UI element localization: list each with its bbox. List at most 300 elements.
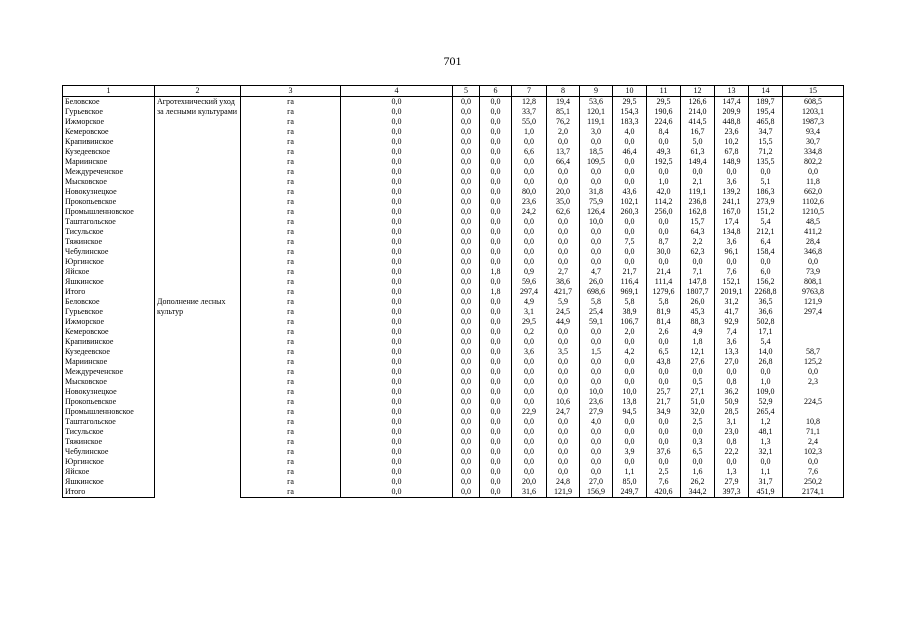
value-cell: 76,2 bbox=[547, 117, 580, 127]
value-cell: 5,4 bbox=[749, 337, 783, 347]
value-cell: 0,0 bbox=[547, 367, 580, 377]
forestry-name-cell: Гурьевское bbox=[63, 307, 155, 317]
value-cell: 9763,8 bbox=[783, 287, 844, 297]
value-cell: 0,0 bbox=[681, 427, 715, 437]
value-cell: 111,4 bbox=[647, 277, 681, 287]
value-cell: 0,0 bbox=[341, 107, 453, 117]
value-cell: 0,0 bbox=[480, 247, 512, 257]
value-cell: 0,0 bbox=[580, 167, 613, 177]
value-cell: 2,0 bbox=[613, 327, 647, 337]
value-cell: 0,0 bbox=[480, 377, 512, 387]
value-cell: 10,0 bbox=[580, 217, 613, 227]
value-cell: 0,0 bbox=[453, 487, 480, 498]
value-cell: 0,0 bbox=[341, 177, 453, 187]
value-cell: 44,9 bbox=[547, 317, 580, 327]
column-header: 7 bbox=[512, 86, 547, 97]
value-cell: 224,6 bbox=[647, 117, 681, 127]
value-cell: 0,0 bbox=[453, 287, 480, 297]
value-cell: 0,0 bbox=[480, 427, 512, 437]
value-cell: 0,0 bbox=[613, 367, 647, 377]
value-cell: 260,3 bbox=[613, 207, 647, 217]
value-cell: 0,0 bbox=[453, 127, 480, 137]
forestry-name-cell: Новокузнецкое bbox=[63, 187, 155, 197]
value-cell: 0,0 bbox=[453, 397, 480, 407]
forestry-name-cell: Юргинское bbox=[63, 457, 155, 467]
forestry-name-cell: Ижморское bbox=[63, 117, 155, 127]
value-cell: 28,4 bbox=[783, 237, 844, 247]
value-cell: 0,0 bbox=[341, 307, 453, 317]
value-cell: 0,0 bbox=[480, 257, 512, 267]
value-cell: 96,1 bbox=[715, 247, 749, 257]
value-cell: 0,0 bbox=[453, 417, 480, 427]
value-cell: 0,0 bbox=[453, 337, 480, 347]
value-cell: 71,2 bbox=[749, 147, 783, 157]
value-cell: 297,4 bbox=[512, 287, 547, 297]
forestry-name-cell: Тисульское bbox=[63, 427, 155, 437]
value-cell: 502,8 bbox=[749, 317, 783, 327]
value-cell: 0,0 bbox=[341, 147, 453, 157]
value-cell: 7,4 bbox=[715, 327, 749, 337]
value-cell: 6,5 bbox=[647, 347, 681, 357]
value-cell: 106,7 bbox=[613, 317, 647, 327]
value-cell: 109,0 bbox=[749, 387, 783, 397]
value-cell: 0,0 bbox=[580, 367, 613, 377]
value-cell: 192,5 bbox=[647, 157, 681, 167]
value-cell: 1,3 bbox=[715, 467, 749, 477]
unit-cell: га bbox=[241, 117, 341, 127]
value-cell: 250,2 bbox=[783, 477, 844, 487]
value-cell: 7,1 bbox=[681, 267, 715, 277]
value-cell: 0,0 bbox=[453, 477, 480, 487]
column-header: 13 bbox=[715, 86, 749, 97]
value-cell: 0,0 bbox=[512, 167, 547, 177]
value-cell: 0,0 bbox=[613, 377, 647, 387]
value-cell: 1,0 bbox=[512, 127, 547, 137]
value-cell: 0,0 bbox=[480, 277, 512, 287]
value-cell: 0,0 bbox=[512, 177, 547, 187]
value-cell: 0,0 bbox=[480, 177, 512, 187]
value-cell: 0,0 bbox=[547, 167, 580, 177]
value-cell: 0,0 bbox=[480, 397, 512, 407]
forestry-name-cell: Итого bbox=[63, 287, 155, 297]
value-cell: 0,0 bbox=[547, 247, 580, 257]
value-cell bbox=[783, 317, 844, 327]
value-cell: 3,9 bbox=[613, 447, 647, 457]
value-cell: 0,0 bbox=[480, 437, 512, 447]
forestry-name-cell: Мысковское bbox=[63, 177, 155, 187]
value-cell: 0,0 bbox=[453, 147, 480, 157]
unit-cell: га bbox=[241, 187, 341, 197]
value-cell: 0,0 bbox=[715, 167, 749, 177]
value-cell: 1,5 bbox=[580, 347, 613, 357]
value-cell: 0,0 bbox=[453, 107, 480, 117]
value-cell: 0,0 bbox=[341, 137, 453, 147]
value-cell: 6,0 bbox=[749, 267, 783, 277]
unit-cell: га bbox=[241, 227, 341, 237]
value-cell: 23,6 bbox=[715, 127, 749, 137]
value-cell: 0,0 bbox=[341, 317, 453, 327]
forestry-name-cell: Прокопьевское bbox=[63, 197, 155, 207]
unit-cell: га bbox=[241, 197, 341, 207]
value-cell: 0,0 bbox=[453, 237, 480, 247]
value-cell: 448,8 bbox=[715, 117, 749, 127]
value-cell: 0,0 bbox=[749, 257, 783, 267]
value-cell: 0,0 bbox=[613, 247, 647, 257]
value-cell bbox=[783, 407, 844, 417]
value-cell: 0,0 bbox=[341, 447, 453, 457]
value-cell: 0,0 bbox=[341, 417, 453, 427]
value-cell: 0,0 bbox=[512, 337, 547, 347]
value-cell: 21,7 bbox=[613, 267, 647, 277]
value-cell: 139,2 bbox=[715, 187, 749, 197]
value-cell: 2019,1 bbox=[715, 287, 749, 297]
value-cell: 297,4 bbox=[783, 307, 844, 317]
value-cell: 25,7 bbox=[647, 387, 681, 397]
value-cell: 71,1 bbox=[783, 427, 844, 437]
value-cell: 42,0 bbox=[647, 187, 681, 197]
value-cell: 16,7 bbox=[681, 127, 715, 137]
value-cell: 0,0 bbox=[580, 227, 613, 237]
value-cell: 0,0 bbox=[341, 217, 453, 227]
forestry-name-cell: Яшкинское bbox=[63, 277, 155, 287]
unit-cell: га bbox=[241, 417, 341, 427]
column-header: 11 bbox=[647, 86, 681, 97]
value-cell: 209,9 bbox=[715, 107, 749, 117]
value-cell: 151,2 bbox=[749, 207, 783, 217]
value-cell: 73,9 bbox=[783, 267, 844, 277]
value-cell: 19,4 bbox=[547, 97, 580, 108]
value-cell: 30,0 bbox=[647, 247, 681, 257]
unit-cell: га bbox=[241, 177, 341, 187]
value-cell: 0,0 bbox=[512, 237, 547, 247]
value-cell: 45,3 bbox=[681, 307, 715, 317]
value-cell: 48,5 bbox=[783, 217, 844, 227]
value-cell: 3,6 bbox=[715, 237, 749, 247]
value-cell: 10,8 bbox=[783, 417, 844, 427]
value-cell: 0,0 bbox=[453, 187, 480, 197]
value-cell: 2174,1 bbox=[783, 487, 844, 498]
value-cell: 15,7 bbox=[681, 217, 715, 227]
value-cell: 0,0 bbox=[613, 357, 647, 367]
value-cell: 0,0 bbox=[453, 277, 480, 287]
value-cell: 25,4 bbox=[580, 307, 613, 317]
value-cell: 167,0 bbox=[715, 207, 749, 217]
value-cell: 27,0 bbox=[715, 357, 749, 367]
value-cell: 0,0 bbox=[715, 457, 749, 467]
value-cell: 0,0 bbox=[647, 457, 681, 467]
value-cell: 256,0 bbox=[647, 207, 681, 217]
value-cell: 50,9 bbox=[715, 397, 749, 407]
value-cell: 2,7 bbox=[547, 267, 580, 277]
value-cell: 0,0 bbox=[512, 137, 547, 147]
value-cell: 0,0 bbox=[480, 317, 512, 327]
forestry-name-cell: Яйское bbox=[63, 467, 155, 477]
value-cell: 0,0 bbox=[580, 337, 613, 347]
value-cell: 0,0 bbox=[341, 207, 453, 217]
value-cell: 1987,3 bbox=[783, 117, 844, 127]
value-cell: 0,0 bbox=[480, 187, 512, 197]
value-cell: 126,6 bbox=[681, 97, 715, 108]
value-cell: 0,0 bbox=[341, 377, 453, 387]
value-cell: 0,0 bbox=[547, 217, 580, 227]
value-cell: 0,0 bbox=[512, 227, 547, 237]
unit-cell: га bbox=[241, 317, 341, 327]
forestry-name-cell: Мысковское bbox=[63, 377, 155, 387]
unit-cell: га bbox=[241, 267, 341, 277]
value-cell: 0,0 bbox=[547, 467, 580, 477]
value-cell: 1,8 bbox=[480, 287, 512, 297]
value-cell: 66,4 bbox=[547, 157, 580, 167]
value-cell: 346,8 bbox=[783, 247, 844, 257]
column-header: 15 bbox=[783, 86, 844, 97]
value-cell: 0,0 bbox=[341, 407, 453, 417]
value-cell: 265,4 bbox=[749, 407, 783, 417]
value-cell: 1,1 bbox=[749, 467, 783, 477]
value-cell: 0,0 bbox=[547, 447, 580, 457]
unit-cell: га bbox=[241, 367, 341, 377]
unit-cell: га bbox=[241, 357, 341, 367]
value-cell: 0,0 bbox=[580, 457, 613, 467]
value-cell: 2,0 bbox=[547, 127, 580, 137]
value-cell: 1,0 bbox=[749, 377, 783, 387]
value-cell: 0,0 bbox=[341, 487, 453, 498]
value-cell: 5,4 bbox=[749, 217, 783, 227]
value-cell: 0,0 bbox=[480, 217, 512, 227]
value-cell: 27,1 bbox=[681, 387, 715, 397]
value-cell: 0,0 bbox=[341, 267, 453, 277]
value-cell: 0,0 bbox=[613, 177, 647, 187]
value-cell: 148,9 bbox=[715, 157, 749, 167]
column-header: 10 bbox=[613, 86, 647, 97]
value-cell: 273,9 bbox=[749, 197, 783, 207]
value-cell: 28,5 bbox=[715, 407, 749, 417]
value-cell: 156,2 bbox=[749, 277, 783, 287]
value-cell: 397,3 bbox=[715, 487, 749, 498]
value-cell: 0,0 bbox=[580, 447, 613, 457]
value-cell: 0,0 bbox=[480, 487, 512, 498]
value-cell: 0,0 bbox=[453, 467, 480, 477]
value-cell: 0,0 bbox=[613, 217, 647, 227]
value-cell: 411,2 bbox=[783, 227, 844, 237]
value-cell: 17,4 bbox=[715, 217, 749, 227]
value-cell: 81,9 bbox=[647, 307, 681, 317]
value-cell: 21,7 bbox=[647, 397, 681, 407]
unit-cell: га bbox=[241, 387, 341, 397]
value-cell: 0,0 bbox=[580, 327, 613, 337]
value-cell: 0,0 bbox=[480, 307, 512, 317]
value-cell: 7,6 bbox=[647, 477, 681, 487]
value-cell: 26,0 bbox=[580, 277, 613, 287]
column-header: 12 bbox=[681, 86, 715, 97]
value-cell: 0,0 bbox=[647, 227, 681, 237]
value-cell: 0,0 bbox=[613, 417, 647, 427]
value-cell: 608,5 bbox=[783, 97, 844, 108]
value-cell: 10,6 bbox=[547, 397, 580, 407]
value-cell: 212,1 bbox=[749, 227, 783, 237]
value-cell: 1,2 bbox=[749, 417, 783, 427]
value-cell: 0,0 bbox=[453, 447, 480, 457]
value-cell: 4,9 bbox=[512, 297, 547, 307]
value-cell: 0,0 bbox=[580, 357, 613, 367]
unit-cell: га bbox=[241, 97, 341, 108]
value-cell: 0,0 bbox=[580, 237, 613, 247]
value-cell: 43,6 bbox=[613, 187, 647, 197]
value-cell: 0,0 bbox=[512, 457, 547, 467]
value-cell: 0,0 bbox=[480, 407, 512, 417]
column-header: 3 bbox=[241, 86, 341, 97]
value-cell: 85,1 bbox=[547, 107, 580, 117]
column-header: 1 bbox=[63, 86, 155, 97]
unit-cell: га bbox=[241, 377, 341, 387]
value-cell: 0,0 bbox=[341, 157, 453, 167]
page-number: 701 bbox=[443, 54, 462, 68]
value-cell: 969,1 bbox=[613, 287, 647, 297]
value-cell: 162,8 bbox=[681, 207, 715, 217]
value-cell: 0,0 bbox=[580, 247, 613, 257]
value-cell: 0,0 bbox=[341, 257, 453, 267]
value-cell: 0,0 bbox=[341, 477, 453, 487]
value-cell: 53,6 bbox=[580, 97, 613, 108]
value-cell: 0,0 bbox=[580, 177, 613, 187]
value-cell: 0,0 bbox=[341, 427, 453, 437]
value-cell: 0,0 bbox=[453, 117, 480, 127]
value-cell: 0,0 bbox=[341, 287, 453, 297]
value-cell: 808,1 bbox=[783, 277, 844, 287]
value-cell: 4,0 bbox=[613, 127, 647, 137]
value-cell: 0,0 bbox=[453, 387, 480, 397]
value-cell: 0,3 bbox=[681, 437, 715, 447]
forestry-name-cell: Беловское bbox=[63, 297, 155, 307]
value-cell: 4,2 bbox=[613, 347, 647, 357]
value-cell: 0,0 bbox=[341, 127, 453, 137]
value-cell: 147,4 bbox=[715, 97, 749, 108]
value-cell: 24,2 bbox=[512, 207, 547, 217]
value-cell: 0,0 bbox=[480, 457, 512, 467]
value-cell: 334,8 bbox=[783, 147, 844, 157]
value-cell: 0,0 bbox=[512, 157, 547, 167]
value-cell: 0,0 bbox=[480, 477, 512, 487]
value-cell: 21,4 bbox=[647, 267, 681, 277]
value-cell: 8,7 bbox=[647, 237, 681, 247]
value-cell: 3,5 bbox=[547, 347, 580, 357]
forestry-name-cell: Итого bbox=[63, 487, 155, 498]
value-cell: 27,0 bbox=[580, 477, 613, 487]
unit-cell: га bbox=[241, 127, 341, 137]
unit-cell: га bbox=[241, 477, 341, 487]
value-cell: 135,5 bbox=[749, 157, 783, 167]
value-cell: 0,0 bbox=[512, 467, 547, 477]
value-cell: 0,0 bbox=[453, 307, 480, 317]
value-cell: 1203,1 bbox=[783, 107, 844, 117]
value-cell: 125,2 bbox=[783, 357, 844, 367]
value-cell: 114,2 bbox=[647, 197, 681, 207]
value-cell: 465,8 bbox=[749, 117, 783, 127]
work-type-cell: Агротехнический уход за лесными культурами bbox=[155, 97, 241, 298]
value-cell: 6,5 bbox=[681, 447, 715, 457]
value-cell: 0,0 bbox=[341, 457, 453, 467]
value-cell: 0,0 bbox=[749, 367, 783, 377]
value-cell: 183,3 bbox=[613, 117, 647, 127]
value-cell: 0,0 bbox=[783, 457, 844, 467]
value-cell: 0,0 bbox=[547, 417, 580, 427]
value-cell: 5,8 bbox=[613, 297, 647, 307]
value-cell: 0,0 bbox=[341, 247, 453, 257]
value-cell: 0,0 bbox=[512, 417, 547, 427]
value-cell: 38,9 bbox=[613, 307, 647, 317]
value-cell: 0,0 bbox=[512, 447, 547, 457]
value-cell: 12,8 bbox=[512, 97, 547, 108]
value-cell: 0,0 bbox=[647, 417, 681, 427]
value-cell: 0,0 bbox=[453, 257, 480, 267]
value-cell: 2268,8 bbox=[749, 287, 783, 297]
value-cell: 23,0 bbox=[715, 427, 749, 437]
unit-cell: га bbox=[241, 487, 341, 498]
value-cell: 1,8 bbox=[681, 337, 715, 347]
value-cell: 0,0 bbox=[547, 137, 580, 147]
value-cell: 59,6 bbox=[512, 277, 547, 287]
value-cell: 0,0 bbox=[480, 347, 512, 357]
table-header-row bbox=[63, 86, 844, 97]
value-cell: 3,1 bbox=[715, 417, 749, 427]
value-cell: 186,3 bbox=[749, 187, 783, 197]
value-cell: 24,8 bbox=[547, 477, 580, 487]
value-cell: 24,7 bbox=[547, 407, 580, 417]
table-body bbox=[63, 86, 844, 498]
value-cell: 0,0 bbox=[341, 297, 453, 307]
value-cell: 121,9 bbox=[547, 487, 580, 498]
value-cell: 2,4 bbox=[783, 437, 844, 447]
forestry-name-cell: Промышленновское bbox=[63, 407, 155, 417]
value-cell: 29,5 bbox=[647, 97, 681, 108]
value-cell: 0,0 bbox=[480, 147, 512, 157]
value-cell: 0,0 bbox=[341, 357, 453, 367]
value-cell: 1,8 bbox=[480, 267, 512, 277]
value-cell: 0,0 bbox=[341, 327, 453, 337]
value-cell: 31,8 bbox=[580, 187, 613, 197]
value-cell: 0,0 bbox=[681, 457, 715, 467]
value-cell: 0,0 bbox=[480, 127, 512, 137]
value-cell: 3,6 bbox=[715, 177, 749, 187]
unit-cell: га bbox=[241, 467, 341, 477]
value-cell: 0,0 bbox=[749, 457, 783, 467]
value-cell: 0,0 bbox=[341, 367, 453, 377]
value-cell: 14,0 bbox=[749, 347, 783, 357]
value-cell: 0,0 bbox=[453, 347, 480, 357]
value-cell: 0,0 bbox=[341, 117, 453, 127]
value-cell: 1210,5 bbox=[783, 207, 844, 217]
value-cell: 0,0 bbox=[547, 237, 580, 247]
forestry-name-cell: Чебулинское bbox=[63, 247, 155, 257]
value-cell: 10,2 bbox=[715, 137, 749, 147]
value-cell: 75,9 bbox=[580, 197, 613, 207]
value-cell: 1,6 bbox=[681, 467, 715, 477]
value-cell: 0,0 bbox=[453, 137, 480, 147]
value-cell: 0,0 bbox=[647, 217, 681, 227]
value-cell: 0,0 bbox=[512, 387, 547, 397]
value-cell: 0,0 bbox=[453, 157, 480, 167]
value-cell: 0,0 bbox=[480, 107, 512, 117]
value-cell: 0,0 bbox=[480, 167, 512, 177]
forestry-name-cell: Мариинское bbox=[63, 157, 155, 167]
forestry-name-cell: Юргинское bbox=[63, 257, 155, 267]
unit-cell: га bbox=[241, 207, 341, 217]
value-cell: 120,1 bbox=[580, 107, 613, 117]
value-cell: 10,0 bbox=[613, 387, 647, 397]
value-cell: 126,4 bbox=[580, 207, 613, 217]
value-cell: 0,0 bbox=[480, 467, 512, 477]
value-cell: 0,0 bbox=[512, 367, 547, 377]
value-cell: 0,0 bbox=[341, 437, 453, 447]
